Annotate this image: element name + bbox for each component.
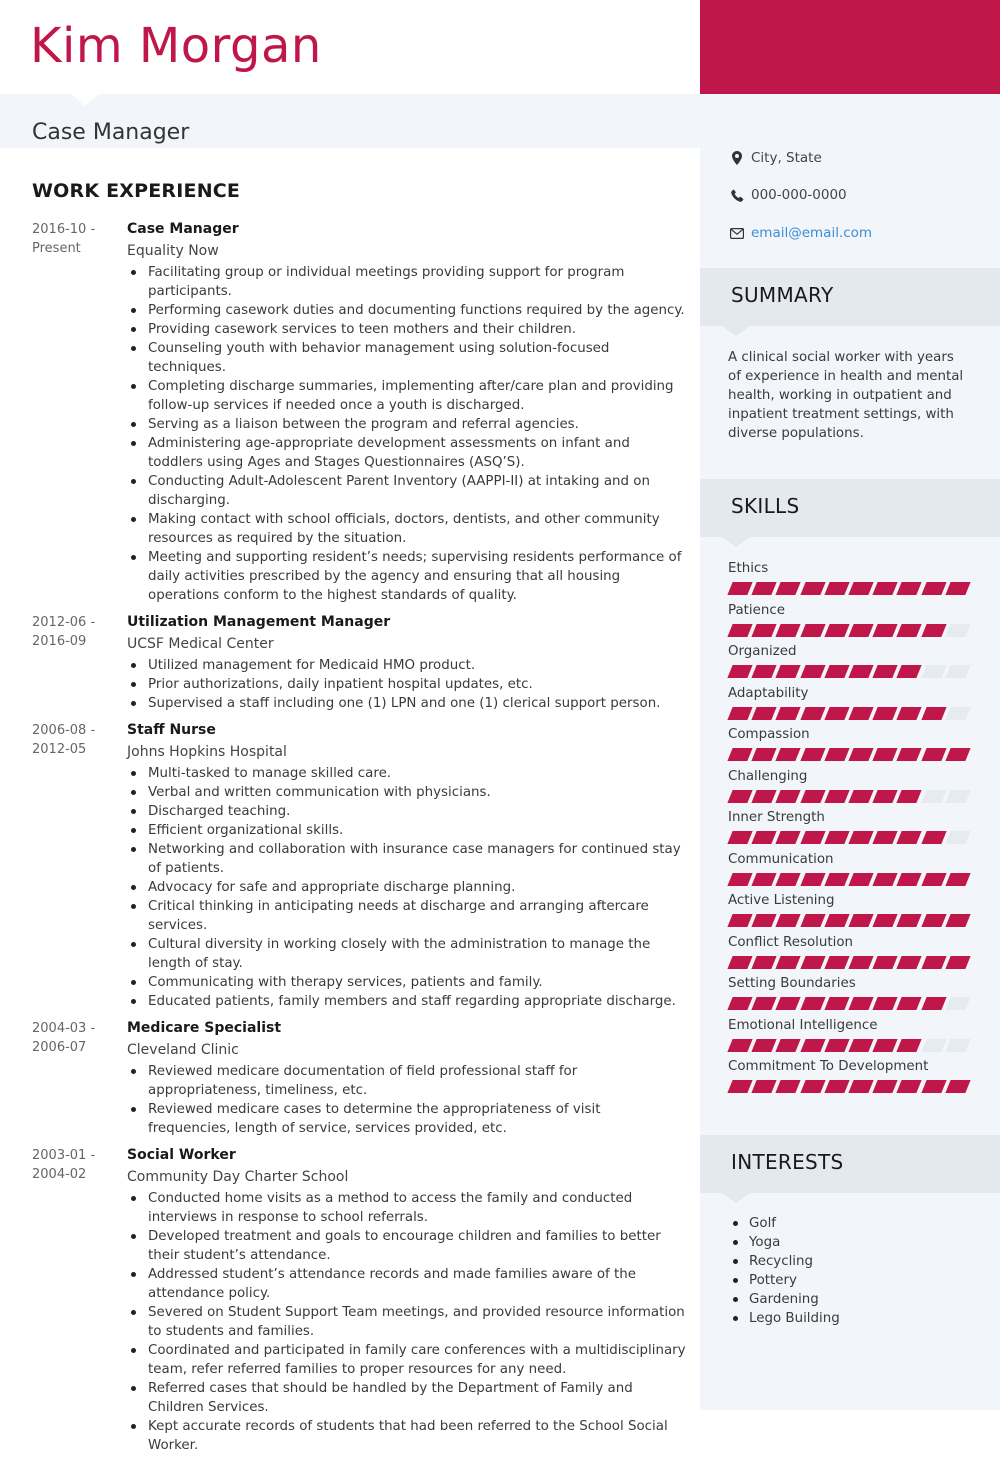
skill-segment-filled xyxy=(945,1080,970,1093)
job-date-line: Present xyxy=(32,241,81,256)
interest-item: Recycling xyxy=(749,1252,840,1271)
skill-segment-filled xyxy=(824,1039,849,1052)
skill-segment-filled xyxy=(752,1080,777,1093)
skill-segment-filled xyxy=(727,707,752,720)
skill-segment-filled xyxy=(800,665,825,678)
skill-segment-filled xyxy=(848,748,873,761)
skill-segment-filled xyxy=(945,748,970,761)
skill-segment-filled xyxy=(897,831,922,844)
job-bullet: Addressed student’s attendance records and made families aware of the attendance policy. xyxy=(148,1265,687,1303)
skill-rating-bar xyxy=(730,665,973,678)
job-bullet: Supervised a staff including one (1) LPN and one (1) clerical support person. xyxy=(148,694,687,713)
job-dates xyxy=(32,721,122,759)
skill-segment-filled xyxy=(824,997,849,1010)
job-dates xyxy=(32,1019,122,1057)
skill-segment-filled xyxy=(897,707,922,720)
job-bullet: Discharged teaching. xyxy=(148,802,687,821)
skill-segment-filled xyxy=(776,790,801,803)
skill-segment-filled xyxy=(800,790,825,803)
skill-name: Active Listening xyxy=(728,893,835,908)
skill-segment-filled xyxy=(872,956,897,969)
skill-segment-filled xyxy=(897,748,922,761)
skill-item xyxy=(728,1058,973,1100)
skill-rating-bar xyxy=(730,624,973,637)
skill-segment-filled xyxy=(727,997,752,1010)
job-date-line: 2004-02 xyxy=(32,1167,87,1182)
job-bullet: Severed on Student Support Team meetings, and provided resource information to students and families. xyxy=(148,1303,687,1341)
job-bullet: Counseling youth with behavior management using solution-focused techniques. xyxy=(148,339,687,377)
job-entry xyxy=(0,611,700,713)
job-bullet: Reviewed medicare documentation of field professional staff for appropriateness, timeliness, etc. xyxy=(148,1062,687,1100)
skill-name: Commitment To Development xyxy=(728,1059,929,1074)
skill-segment-filled xyxy=(872,1080,897,1093)
skill-item xyxy=(728,809,973,851)
skill-rating-bar xyxy=(730,748,973,761)
skill-segment-filled xyxy=(776,665,801,678)
skill-segment-filled xyxy=(872,624,897,637)
skill-segment-filled xyxy=(727,748,752,761)
job-bullet: Efficient organizational skills. xyxy=(148,821,687,840)
skill-segment-filled xyxy=(800,1080,825,1093)
job-date-line: 2006-07 xyxy=(32,1040,87,1055)
job-date-line: 2003-01 - xyxy=(32,1148,96,1163)
skill-segment-filled xyxy=(897,665,922,678)
skill-rating-bar xyxy=(730,997,973,1010)
job-dates xyxy=(32,1146,122,1184)
skill-segment-filled xyxy=(752,624,777,637)
skill-segment-filled xyxy=(824,956,849,969)
job-bullets xyxy=(127,656,687,713)
phone-icon xyxy=(730,188,744,202)
skill-segment-filled xyxy=(872,748,897,761)
skill-item xyxy=(728,934,973,976)
summary-header xyxy=(700,268,1000,326)
skill-segment-filled xyxy=(824,873,849,886)
sidebar xyxy=(700,0,1000,1410)
skill-segment-filled xyxy=(752,873,777,886)
skill-item xyxy=(728,685,973,727)
skill-name: Patience xyxy=(728,602,785,618)
skill-name: Organized xyxy=(728,644,797,659)
job-date-line: 2012-06 - xyxy=(32,615,96,630)
skill-segment-filled xyxy=(872,707,897,720)
skill-segment-filled xyxy=(921,914,946,927)
skill-segment-filled xyxy=(752,914,777,927)
skill-segment-filled xyxy=(776,582,801,595)
job-bullet: Coordinated and participated in family care conferences with a multidisciplinary team, refer referred families to proper resources for any need. xyxy=(148,1343,686,1377)
skill-name: Setting Boundaries xyxy=(728,976,856,991)
job-date-line: 2012-05 xyxy=(32,742,87,757)
job-bullets xyxy=(127,1062,687,1138)
skill-segment-empty xyxy=(921,1039,946,1052)
skill-segment-filled xyxy=(727,873,752,886)
job-date-line: 2004-03 - xyxy=(32,1021,96,1036)
job-bullets xyxy=(127,764,687,1011)
skill-segment-filled xyxy=(848,1080,873,1093)
skill-segment-filled xyxy=(872,873,897,886)
interests-heading: INTERESTS xyxy=(731,1150,844,1174)
skill-segment-filled xyxy=(776,1080,801,1093)
skill-segment-empty xyxy=(945,997,970,1010)
skill-segment-filled xyxy=(848,956,873,969)
job-bullet: Reviewed medicare cases to determine the appropriateness of visit frequencies, length of service, services provided, etc. xyxy=(148,1100,687,1138)
job-role: Case Manager xyxy=(127,221,239,237)
skill-segment-filled xyxy=(897,624,922,637)
skill-segment-filled xyxy=(872,582,897,595)
skill-name: Compassion xyxy=(728,727,810,742)
skill-segment-filled xyxy=(752,748,777,761)
skill-segment-filled xyxy=(921,624,946,637)
skill-segment-filled xyxy=(824,1080,849,1093)
job-entry xyxy=(0,1144,700,1455)
job-bullet: Referred cases that should be handled by the Department of Family and Children Services. xyxy=(148,1379,687,1417)
job-bullet: Developed treatment and goals to encourage children and families to better their student’s attendance. xyxy=(148,1227,687,1265)
skill-segment-filled xyxy=(872,914,897,927)
skill-segment-filled xyxy=(848,831,873,844)
skill-item xyxy=(728,1017,973,1059)
skill-name: Emotional Intelligence xyxy=(728,1017,878,1033)
skill-segment-filled xyxy=(800,707,825,720)
skill-segment-filled xyxy=(921,831,946,844)
skill-segment-filled xyxy=(848,582,873,595)
interest-item: Pottery xyxy=(749,1271,840,1290)
skill-rating-bar xyxy=(730,914,973,927)
job-bullet: Making contact with school officials, doctors, dentists, and other community resources as required by the situation. xyxy=(148,510,687,548)
skill-segment-filled xyxy=(848,873,873,886)
skill-segment-filled xyxy=(848,1039,873,1052)
skill-segment-filled xyxy=(897,790,922,803)
skills-list xyxy=(728,560,973,1100)
skill-rating-bar xyxy=(730,1080,973,1093)
interest-item: Yoga xyxy=(749,1233,840,1252)
skill-segment-filled xyxy=(848,914,873,927)
skill-segment-filled xyxy=(824,790,849,803)
skill-segment-filled xyxy=(752,665,777,678)
job-date-line: 2016-10 - xyxy=(32,222,96,237)
skill-segment-filled xyxy=(921,748,946,761)
skill-segment-filled xyxy=(824,914,849,927)
skill-segment-filled xyxy=(776,831,801,844)
job-role: Social Worker xyxy=(127,1147,236,1163)
skill-segment-empty xyxy=(921,665,946,678)
job-bullet: Critical thinking in anticipating needs at discharge and arranging aftercare services. xyxy=(148,897,687,935)
skill-item xyxy=(728,726,973,768)
skill-segment-filled xyxy=(776,914,801,927)
skill-segment-filled xyxy=(727,831,752,844)
skill-segment-filled xyxy=(921,582,946,595)
job-entry xyxy=(0,218,700,605)
skill-segment-filled xyxy=(945,582,970,595)
skills-heading: SKILLS xyxy=(731,494,800,518)
skill-segment-filled xyxy=(776,1039,801,1052)
summary-text: A clinical social worker with years of experience in health and mental health, working in outpatient and inpatient treatment settings, with diverse populations. xyxy=(728,350,964,441)
summary-heading: SUMMARY xyxy=(731,283,834,307)
interests-header xyxy=(700,1135,1000,1193)
skill-segment-filled xyxy=(897,1039,922,1052)
skill-segment-filled xyxy=(897,873,922,886)
skill-name: Challenging xyxy=(728,768,808,784)
skill-segment-filled xyxy=(921,956,946,969)
skill-segment-filled xyxy=(872,1039,897,1052)
skill-segment-filled xyxy=(897,914,922,927)
job-bullet: Communicating with therapy services, patients and family. xyxy=(148,973,687,992)
phone-text: 000-000-0000 xyxy=(751,187,847,203)
job-organization: Equality Now xyxy=(127,243,219,259)
skill-segment-filled xyxy=(727,914,752,927)
skill-segment-filled xyxy=(776,873,801,886)
skill-name: Ethics xyxy=(728,561,769,576)
job-bullets xyxy=(127,263,687,605)
skill-rating-bar xyxy=(730,831,973,844)
job-bullet: Meeting and supporting resident’s needs; supervising residents performance of daily activities prescribed by the agency and ensuring that all housing operations conform to the highest standards of quality. xyxy=(148,548,687,605)
job-dates xyxy=(32,613,122,651)
skill-segment-filled xyxy=(824,831,849,844)
job-bullet: Facilitating group or individual meetings providing support for program participants. xyxy=(148,263,687,301)
job-bullet: Advocacy for safe and appropriate discharge planning. xyxy=(148,878,687,897)
interest-item: Golf xyxy=(749,1214,840,1233)
job-role: Medicare Specialist xyxy=(127,1020,282,1036)
job-role: Staff Nurse xyxy=(127,722,216,738)
job-bullet: Conducting Adult-Adolescent Parent Inventory (AAPPI-II) at intaking and on discharging. xyxy=(148,472,687,510)
skill-segment-filled xyxy=(824,624,849,637)
skill-segment-filled xyxy=(800,748,825,761)
job-date-line: 2006-08 - xyxy=(32,723,96,738)
skill-segment-filled xyxy=(752,1039,777,1052)
skill-segment-filled xyxy=(752,997,777,1010)
skill-segment-filled xyxy=(776,956,801,969)
skill-item xyxy=(728,643,973,685)
skill-segment-filled xyxy=(872,831,897,844)
skill-rating-bar xyxy=(730,582,973,595)
skill-segment-filled xyxy=(897,956,922,969)
skill-segment-filled xyxy=(752,582,777,595)
job-bullet: Networking and collaboration with insurance case managers for continued stay of patients. xyxy=(148,840,687,878)
job-bullet: Conducted home visits as a method to access the family and conducted interviews in response to school referrals. xyxy=(148,1189,687,1227)
job-bullets xyxy=(127,1189,687,1455)
job-list xyxy=(0,218,700,1461)
skill-item xyxy=(728,768,973,810)
skill-segment-filled xyxy=(776,748,801,761)
interest-item: Gardening xyxy=(749,1290,840,1309)
skill-rating-bar xyxy=(730,707,973,720)
job-bullet: Prior authorizations, daily inpatient hospital updates, etc. xyxy=(148,675,687,694)
email-link[interactable]: email@email.com xyxy=(751,225,873,241)
skill-segment-filled xyxy=(776,624,801,637)
skill-segment-filled xyxy=(848,665,873,678)
skill-name: Conflict Resolution xyxy=(728,934,854,950)
job-date-line: 2016-09 xyxy=(32,634,87,649)
skill-segment-filled xyxy=(800,873,825,886)
skill-segment-filled xyxy=(848,624,873,637)
skill-segment-filled xyxy=(824,582,849,595)
skills-header xyxy=(700,479,1000,537)
skill-segment-filled xyxy=(824,665,849,678)
skill-segment-filled xyxy=(897,582,922,595)
skill-segment-filled xyxy=(945,914,970,927)
skill-rating-bar xyxy=(730,790,973,803)
skill-segment-filled xyxy=(800,914,825,927)
interests-notch xyxy=(722,1193,750,1203)
skill-segment-filled xyxy=(727,582,752,595)
skill-segment-filled xyxy=(897,997,922,1010)
skill-name: Inner Strength xyxy=(728,810,825,825)
skill-segment-filled xyxy=(800,831,825,844)
interests-list xyxy=(749,1214,840,1328)
skill-segment-filled xyxy=(945,956,970,969)
skill-segment-empty xyxy=(945,1039,970,1052)
job-organization: Cleveland Clinic xyxy=(127,1042,239,1058)
skill-segment-empty xyxy=(945,665,970,678)
skill-segment-filled xyxy=(897,1080,922,1093)
contact-email[interactable] xyxy=(730,225,872,241)
location-text: City, State xyxy=(751,150,822,166)
skill-segment-filled xyxy=(800,997,825,1010)
skill-segment-filled xyxy=(945,873,970,886)
skill-segment-filled xyxy=(727,624,752,637)
skill-segment-empty xyxy=(945,707,970,720)
job-organization: UCSF Medical Center xyxy=(127,636,274,652)
job-organization: Johns Hopkins Hospital xyxy=(127,744,287,760)
skill-segment-empty xyxy=(945,624,970,637)
job-bullet: Verbal and written communication with physicians. xyxy=(148,783,687,802)
skill-segment-filled xyxy=(727,1080,752,1093)
skill-segment-filled xyxy=(727,790,752,803)
skill-segment-empty xyxy=(945,790,970,803)
skill-item xyxy=(728,975,973,1017)
accent-block xyxy=(700,0,1000,94)
envelope-icon xyxy=(730,226,744,240)
skill-segment-filled xyxy=(824,707,849,720)
skill-segment-filled xyxy=(776,707,801,720)
skill-segment-filled xyxy=(848,997,873,1010)
job-title: Case Manager xyxy=(32,120,190,145)
job-bullet: Multi-tasked to manage skilled care. xyxy=(148,764,687,783)
skill-segment-filled xyxy=(921,1080,946,1093)
job-bullet: Serving as a liaison between the program and referral agencies. xyxy=(148,415,687,434)
skill-segment-filled xyxy=(727,1039,752,1052)
job-entry xyxy=(0,1017,700,1138)
job-bullet: Kept accurate records of students that had been referred to the School Social Worker. xyxy=(148,1417,687,1455)
job-bullet: Cultural diversity in working closely with the administration to manage the length of stay. xyxy=(148,935,687,973)
skill-segment-filled xyxy=(921,873,946,886)
contact-location xyxy=(730,150,822,166)
job-bullet: Utilized management for Medicaid HMO product. xyxy=(148,656,687,675)
skill-segment-filled xyxy=(872,997,897,1010)
skill-segment-filled xyxy=(824,748,849,761)
skill-segment-filled xyxy=(872,665,897,678)
skill-item xyxy=(728,602,973,644)
job-role: Utilization Management Manager xyxy=(127,614,391,630)
job-bullet: Educated patients, family members and staff regarding appropriate discharge. xyxy=(148,992,687,1011)
skill-segment-filled xyxy=(800,956,825,969)
skill-segment-filled xyxy=(752,956,777,969)
interest-item: Lego Building xyxy=(749,1311,840,1326)
skills-notch xyxy=(722,537,750,547)
skill-rating-bar xyxy=(730,1039,973,1052)
skill-rating-bar xyxy=(730,873,973,886)
skill-item xyxy=(728,560,973,602)
skill-segment-filled xyxy=(872,790,897,803)
job-bullet: Performing casework duties and documenting functions required by the agency. xyxy=(148,301,687,320)
skill-name: Communication xyxy=(728,851,834,867)
skill-segment-filled xyxy=(727,956,752,969)
skill-segment-filled xyxy=(800,624,825,637)
title-notch xyxy=(71,94,99,106)
skill-item xyxy=(728,851,973,893)
skill-segment-filled xyxy=(800,582,825,595)
skill-segment-filled xyxy=(752,707,777,720)
map-pin-icon xyxy=(730,151,744,165)
skill-segment-filled xyxy=(752,790,777,803)
skill-item xyxy=(728,892,973,934)
contact-phone xyxy=(730,187,847,203)
job-bullet: Providing casework services to teen mothers and their children. xyxy=(148,320,687,339)
job-organization: Community Day Charter School xyxy=(127,1169,349,1185)
job-bullet: Administering age-appropriate development assessments on infant and toddlers using Ages and Stages Questionnaires (ASQ’S). xyxy=(148,434,687,472)
job-bullet: Completing discharge summaries, implementing after/care plan and providing follow-up services if needed once a youth is discharged. xyxy=(148,377,687,415)
skill-segment-filled xyxy=(776,997,801,1010)
skill-rating-bar xyxy=(730,956,973,969)
job-entry xyxy=(0,719,700,1011)
skill-segment-filled xyxy=(800,1039,825,1052)
summary-notch xyxy=(722,326,750,336)
skill-segment-filled xyxy=(752,831,777,844)
skill-segment-filled xyxy=(727,665,752,678)
skill-segment-filled xyxy=(921,707,946,720)
job-dates xyxy=(32,220,122,258)
skill-segment-empty xyxy=(921,790,946,803)
skill-segment-filled xyxy=(848,790,873,803)
skill-segment-filled xyxy=(921,997,946,1010)
skill-segment-filled xyxy=(848,707,873,720)
work-experience-heading: WORK EXPERIENCE xyxy=(32,180,241,202)
skill-segment-empty xyxy=(945,831,970,844)
skill-name: Adaptability xyxy=(728,685,809,701)
candidate-name: Kim Morgan xyxy=(30,18,322,74)
